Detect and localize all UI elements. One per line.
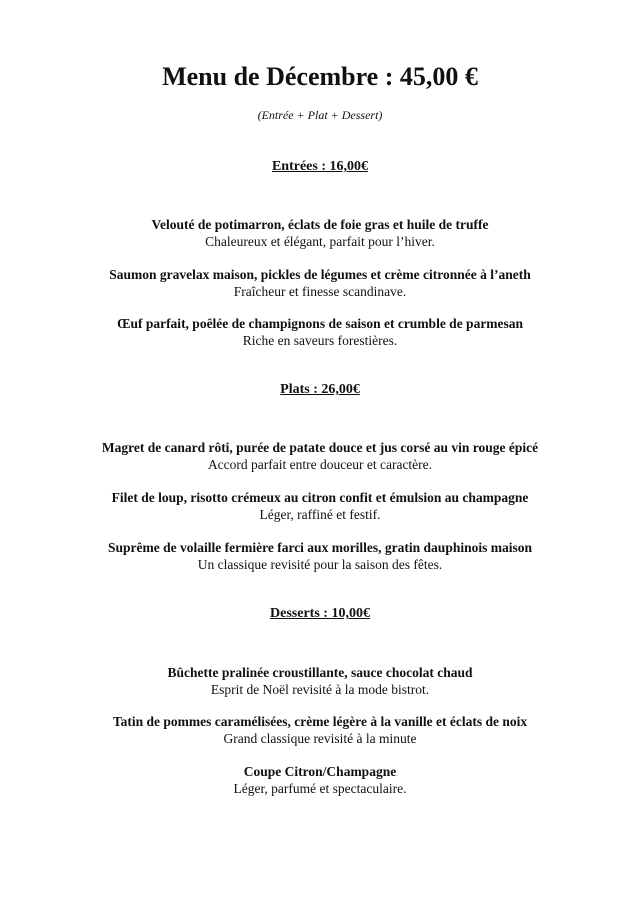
- dish-description: Un classique revisité pour la saison des fêtes.: [197, 557, 443, 572]
- dish-name: Magret de canard rôti, purée de patate douce et jus corsé au vin rouge épicé: [101, 440, 539, 455]
- dish-description: Léger, parfumé et spectaculaire.: [233, 781, 407, 796]
- dish-name: Filet de loup, risotto crémeux au citron confit et émulsion au champagne: [111, 490, 529, 505]
- dish-name: Velouté de potimarron, éclats de foie gras et huile de truffe: [151, 217, 489, 232]
- dish-description: Grand classique revisité à la minute: [223, 731, 417, 746]
- dish-description: Chaleureux et élégant, parfait pour l’hiver.: [205, 234, 435, 249]
- dish-dessert-2: [0, 713, 640, 747]
- menu-title: Menu de Décembre : 45,00 €: [162, 62, 478, 91]
- dish-name: Œuf parfait, poêlée de champignons de saison et crumble de parmesan: [116, 316, 524, 331]
- dish-name: Tatin de pommes caramélisées, crème légère à la vanille et éclats de noix: [112, 714, 528, 729]
- dish-dessert-3: [0, 763, 640, 797]
- dish-description: Léger, raffiné et festif.: [259, 507, 381, 522]
- dish-entree-2: [0, 266, 640, 300]
- dish-description: Esprit de Noël revisité à la mode bistrot.: [210, 682, 430, 697]
- dish-name: Coupe Citron/Champagne: [243, 764, 397, 779]
- dish-description: Fraîcheur et finesse scandinave.: [233, 284, 407, 299]
- dish-name: Saumon gravelax maison, pickles de légumes et crème citronnée à l’aneth: [109, 267, 531, 282]
- dish-description: Riche en saveurs forestières.: [242, 333, 398, 348]
- dish-plat-2: [0, 489, 640, 523]
- dish-name: Suprême de volaille fermière farci aux morilles, gratin dauphinois maison: [108, 540, 532, 555]
- dish-description: Accord parfait entre douceur et caractère.: [207, 457, 433, 472]
- dish-entree-3: [0, 315, 640, 349]
- section-title-desserts: Desserts : 10,00€: [270, 606, 370, 621]
- dish-name: Bûchette pralinée croustillante, sauce chocolat chaud: [167, 665, 473, 680]
- dish-dessert-1: [0, 664, 640, 698]
- dish-plat-1: [0, 439, 640, 473]
- dish-plat-3: [0, 539, 640, 573]
- section-title-plats: Plats : 26,00€: [280, 382, 360, 397]
- section-title-entrees: Entrées : 16,00€: [271, 159, 369, 174]
- menu-subtitle: (Entrée + Plat + Dessert): [257, 108, 383, 122]
- dish-entree-1: [0, 216, 640, 250]
